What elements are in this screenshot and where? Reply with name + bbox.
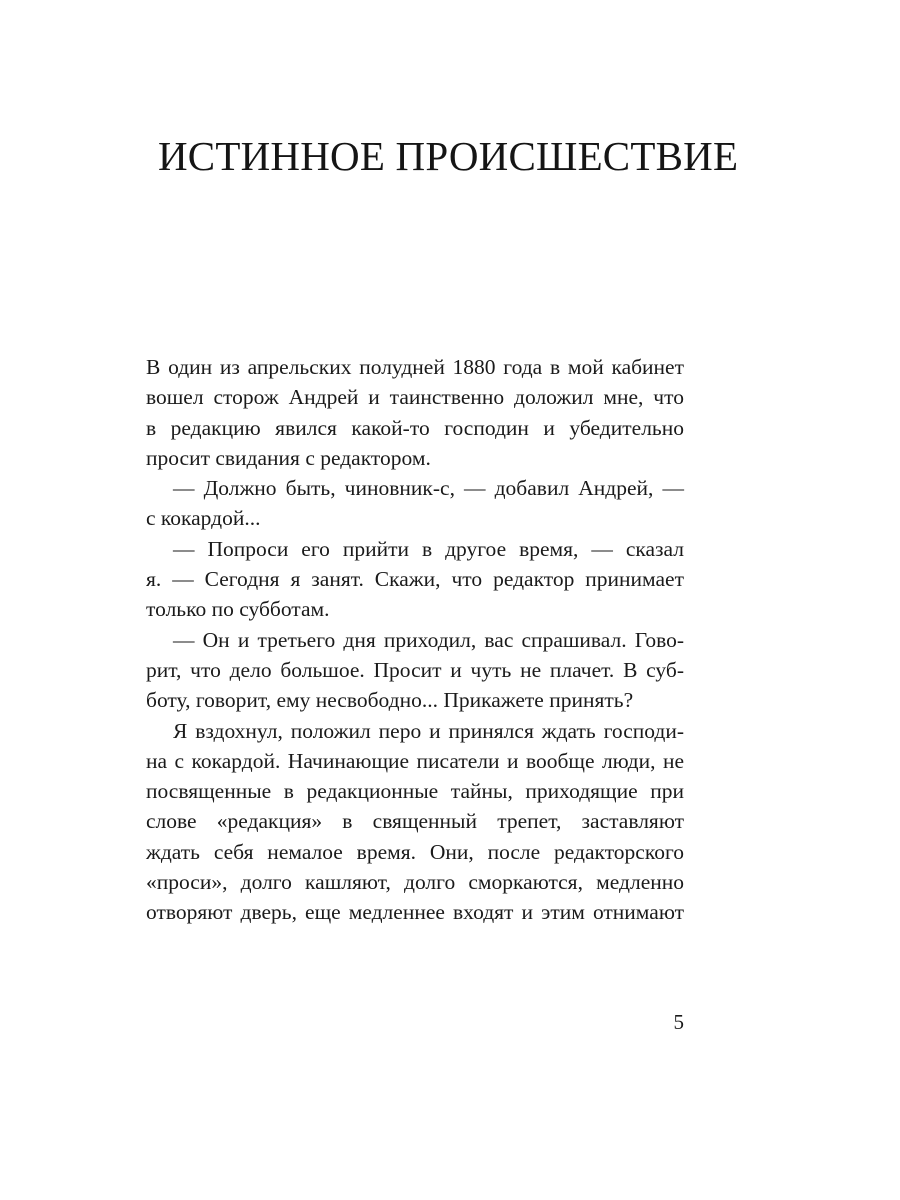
text-line: просит свидания с редактором. (146, 445, 431, 470)
page-number: 5 (673, 1010, 684, 1034)
text-line: я. — Сегодня я занят. Скажи, что редактор принимает (146, 567, 684, 592)
text-line: боту, говорит, ему несвободно... Прикажете принять? (146, 688, 634, 713)
text-line: в редакцию явился какой-то господин и убедительно (146, 415, 684, 440)
text-line: ждать себя немалое время. Они, после редакторского (146, 839, 684, 864)
text-line: — Должно быть, чиновник-с, — добавил Андрей, — (173, 476, 684, 501)
text-line: — Попроси его прийти в другое время, — сказал (173, 536, 684, 561)
text-line: на с кокардой. Начинающие писатели и вообще люди, не (146, 748, 684, 773)
text-line: только по субботам. (146, 597, 330, 622)
chapter-title: ИСТИННОЕ ПРОИСШЕСТВИЕ (158, 133, 739, 179)
text-line: В один из апрельских полудней 1880 года в мой кабинет (146, 355, 684, 379)
text-line: рит, что дело большое. Просит и чуть не плачет. В суб- (146, 657, 684, 682)
text-line: посвященные в редакционные тайны, приходящие при (146, 779, 684, 804)
text-line: Я вздохнул, положил перо и принялся ждать господи- (173, 718, 684, 743)
body-text (146, 352, 684, 928)
text-line: с кокардой... (146, 506, 261, 531)
text-line: вошел сторож Андрей и таинственно доложил мне, что (146, 385, 684, 410)
text-line: слове «редакция» в священный трепет, заставляют (146, 809, 684, 834)
text-line: — Он и третьего дня приходил, вас спрашивал. Гово- (173, 627, 684, 652)
text-line: «проси», долго кашляют, долго сморкаются, медленно (146, 870, 684, 895)
text-line: отворяют дверь, еще медленнее входят и этим отнимают (146, 900, 684, 925)
